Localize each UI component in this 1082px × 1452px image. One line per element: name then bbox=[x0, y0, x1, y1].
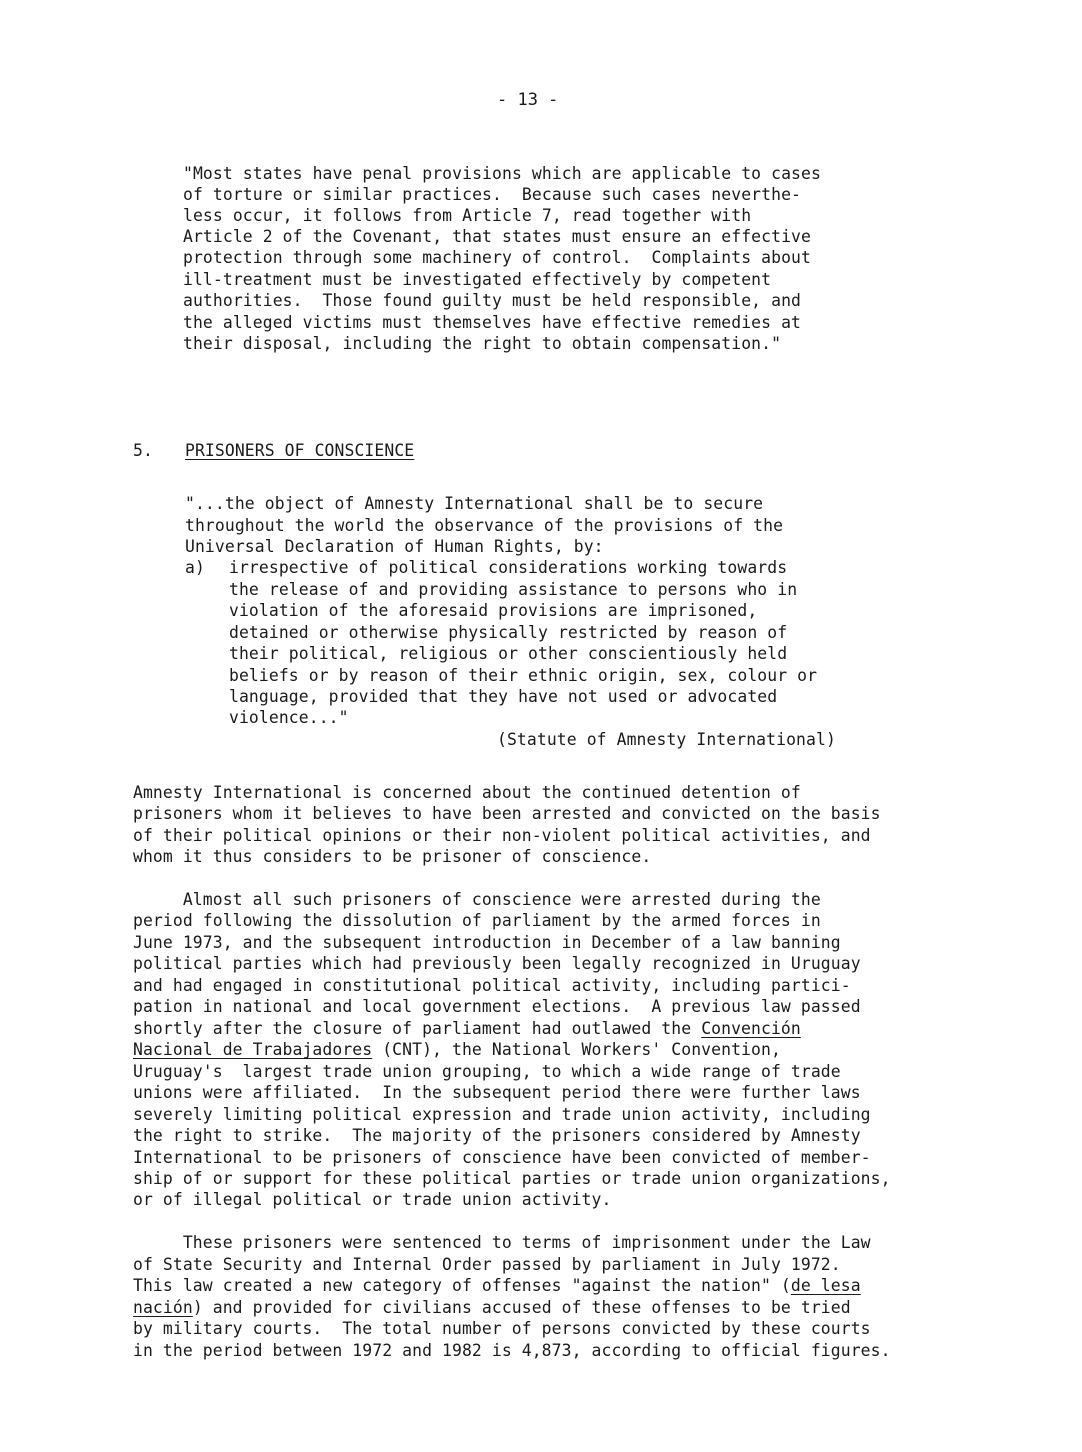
body-line: of their political opinions or their non-violent political activities, and bbox=[133, 826, 871, 845]
body-line: International to be prisoners of conscience have been convicted of member- bbox=[133, 1148, 871, 1167]
body-text: shortly after the closure of parliament had outlawed the bbox=[133, 1019, 702, 1038]
statute-line: throughout the world the observance of the provisions of the bbox=[185, 516, 784, 535]
statute-item-line: the release of and providing assistance to persons who in bbox=[229, 580, 798, 599]
statute-item-line: violence..." bbox=[229, 708, 349, 727]
section-number: 5. bbox=[133, 441, 153, 460]
foreign-term: de lesa bbox=[790, 1276, 861, 1295]
quote-line: the alleged victims must themselves have effective remedies at bbox=[183, 313, 802, 332]
quote-line: less occur, it follows from Article 7, read together with bbox=[183, 206, 752, 225]
body-line: political parties which had previously been legally recognized in Uruguay bbox=[133, 954, 861, 973]
body-line: prisoners whom it believes to have been arrested and convicted on the basis bbox=[133, 804, 881, 823]
quote-line: protection through some machinery of control. Complaints about bbox=[183, 248, 811, 267]
body-line: severely limiting political expression and trade union activity, including bbox=[133, 1105, 871, 1124]
statute-item-line: language, provided that they have not used or advocated bbox=[229, 687, 778, 706]
body-text: (CNT), the National Workers' Convention, bbox=[372, 1040, 781, 1059]
statute-item-line: violation of the aforesaid provisions are imprisoned, bbox=[229, 601, 758, 620]
body-line: pation in national and local government elections. A previous law passed bbox=[133, 997, 861, 1016]
statute-item-line: irrespective of political considerations working towards bbox=[229, 558, 788, 577]
body-line bbox=[133, 1297, 851, 1318]
list-marker: a) bbox=[185, 558, 205, 577]
body-line: Amnesty International is concerned about the continued detention of bbox=[133, 783, 801, 802]
quote-line: of torture or similar practices. Because such cases neverthe- bbox=[183, 185, 802, 204]
body-line: and had engaged in constitutional political activity, including partici- bbox=[133, 976, 851, 995]
body-line: Almost all such prisoners of conscience were arrested during the bbox=[133, 890, 821, 909]
body-line: Uruguay's largest trade union grouping, to which a wide range of trade bbox=[133, 1062, 841, 1081]
statute-item-line: detained or otherwise physically restricted by reason of bbox=[229, 623, 788, 642]
body-line: unions were affiliated. In the subsequent period there were further laws bbox=[133, 1083, 861, 1102]
foreign-term: Nacional de Trabajadores bbox=[133, 1040, 373, 1059]
quote-line: authorities. Those found guilty must be held responsible, and bbox=[183, 291, 802, 310]
statute-item-line: beliefs or by reason of their ethnic origin, sex, colour or bbox=[229, 666, 818, 685]
statute-item-line: their political, religious or other conscientiously held bbox=[229, 644, 788, 663]
body-line: period following the dissolution of parliament by the armed forces in bbox=[133, 911, 821, 930]
body-line: whom it thus considers to be prisoner of conscience. bbox=[133, 847, 652, 866]
body-text: ) and provided for civilians accused of these offenses to be tried bbox=[192, 1298, 851, 1317]
body-text: This law created a new category of offenses "against the nation" ( bbox=[133, 1276, 791, 1295]
quote-line: ill-treatment must be investigated effectively by competent bbox=[183, 270, 772, 289]
statute-line: "...the object of Amnesty International shall be to secure bbox=[185, 494, 764, 513]
body-line: of State Security and Internal Order passed by parliament in July 1972. bbox=[133, 1255, 841, 1274]
body-line: by military courts. The total number of persons convicted by these courts bbox=[133, 1319, 871, 1338]
body-line: in the period between 1972 and 1982 is 4,873, according to official figures. bbox=[133, 1341, 891, 1360]
body-line: the right to strike. The majority of the prisoners considered by Amnesty bbox=[133, 1126, 861, 1145]
quote-line: Article 2 of the Covenant, that states must ensure an effective bbox=[183, 227, 811, 246]
foreign-term: Convención bbox=[701, 1019, 801, 1038]
body-line bbox=[133, 1275, 861, 1296]
statute-citation: (Statute of Amnesty International) bbox=[497, 730, 836, 749]
body-line: ship of or support for these political parties or trade union organizations, bbox=[133, 1169, 891, 1188]
body-line: June 1973, and the subsequent introduction in December of a law banning bbox=[133, 933, 841, 952]
section-title: PRISONERS OF CONSCIENCE bbox=[185, 441, 415, 460]
page-number: - 13 - bbox=[497, 90, 559, 110]
body-line bbox=[133, 1018, 801, 1039]
quote-line: their disposal, including the right to obtain compensation." bbox=[183, 334, 782, 353]
statute-line: Universal Declaration of Human Rights, by: bbox=[185, 537, 604, 556]
body-line bbox=[133, 1039, 781, 1060]
quote-line: "Most states have penal provisions which are applicable to cases bbox=[183, 164, 821, 183]
body-line: or of illegal political or trade union activity. bbox=[133, 1190, 612, 1209]
body-line: These prisoners were sentenced to terms of imprisonment under the Law bbox=[133, 1233, 871, 1252]
foreign-term: nación bbox=[133, 1298, 193, 1317]
